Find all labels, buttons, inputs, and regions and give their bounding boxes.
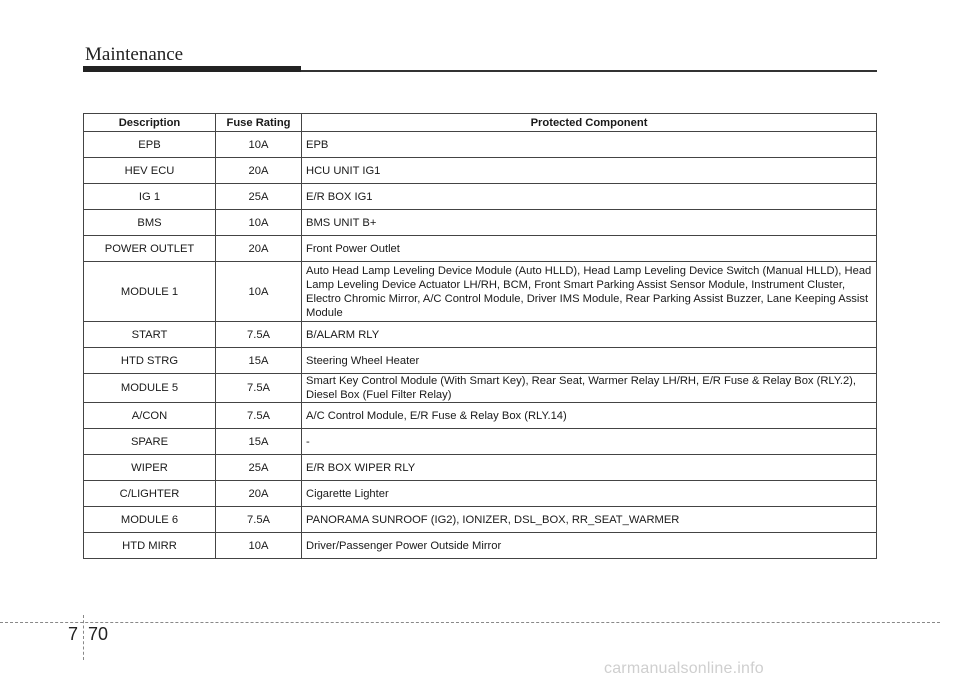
cell-fuse-rating: 7.5A [216,374,302,403]
cell-fuse-rating: 10A [216,262,302,322]
table-row [84,481,877,507]
footer-vertical-dashed-rule [83,615,84,660]
cell-protected-component: Smart Key Control Module (With Smart Key), Rear Seat, Warmer Relay LH/RH, E/R Fuse & Relay Box (RLY.2), Diesel Box (Fuel Filter Relay) [302,374,877,403]
cell-fuse-rating: 20A [216,481,302,507]
cell-protected-component: HCU UNIT IG1 [302,158,877,184]
column-header-fuse-rating: Fuse Rating [216,114,302,132]
watermark: carmanualsonline.info [604,660,764,677]
table-row [84,403,877,429]
cell-description: MODULE 1 [84,262,216,322]
table-row [84,507,877,533]
column-header-protected-component: Protected Component [302,114,877,132]
table-row [84,429,877,455]
cell-fuse-rating: 10A [216,132,302,158]
table-row [84,533,877,559]
cell-description: HEV ECU [84,158,216,184]
cell-protected-component: E/R BOX IG1 [302,184,877,210]
cell-description: A/CON [84,403,216,429]
cell-fuse-rating: 25A [216,184,302,210]
table-row [84,236,877,262]
cell-fuse-rating: 10A [216,533,302,559]
cell-fuse-rating: 20A [216,158,302,184]
cell-protected-component: Cigarette Lighter [302,481,877,507]
cell-description: EPB [84,132,216,158]
cell-fuse-rating: 20A [216,236,302,262]
cell-description: SPARE [84,429,216,455]
cell-fuse-rating: 7.5A [216,322,302,348]
cell-protected-component: Driver/Passenger Power Outside Mirror [302,533,877,559]
cell-description: POWER OUTLET [84,236,216,262]
cell-protected-component: Steering Wheel Heater [302,348,877,374]
cell-protected-component: EPB [302,132,877,158]
cell-fuse-rating: 25A [216,455,302,481]
table-row [84,132,877,158]
fuse-table [83,113,877,559]
cell-fuse-rating: 15A [216,429,302,455]
table-header-row [84,114,877,132]
table-row [84,348,877,374]
cell-description: C/LIGHTER [84,481,216,507]
cell-fuse-rating: 10A [216,210,302,236]
header-rule-thin [301,70,877,72]
table-row [84,322,877,348]
cell-description: BMS [84,210,216,236]
cell-description: MODULE 5 [84,374,216,403]
cell-description: HTD MIRR [84,533,216,559]
cell-description: IG 1 [84,184,216,210]
cell-protected-component: B/ALARM RLY [302,322,877,348]
column-header-description: Description [84,114,216,132]
cell-protected-component: - [302,429,877,455]
cell-protected-component: A/C Control Module, E/R Fuse & Relay Box (RLY.14) [302,403,877,429]
cell-protected-component: Front Power Outlet [302,236,877,262]
page-number: 70 [88,624,109,644]
table-row [84,184,877,210]
cell-description: HTD STRG [84,348,216,374]
cell-protected-component: E/R BOX WIPER RLY [302,455,877,481]
page-section-title: Maintenance [85,44,184,65]
cell-fuse-rating: 15A [216,348,302,374]
footer-dashed-rule [0,622,940,623]
cell-protected-component: Auto Head Lamp Leveling Device Module (Auto HLLD), Head Lamp Leveling Device Switch (Manual HLLD), Head Lamp Leveling Device Actuator LH/RH, BCM, Front Smart Parking Assist Sensor Module, Instrument Cluster, Electro Chromic Mirror, A/C Control Module, Driver IMS Module, Rear Parking Assist Buzzer, Lane Keeping Assist Module [302,262,877,322]
table-row [84,210,877,236]
cell-fuse-rating: 7.5A [216,507,302,533]
chapter-number: 7 [68,624,79,644]
table-row [84,455,877,481]
table-row [84,158,877,184]
cell-fuse-rating: 7.5A [216,403,302,429]
header-rule-thick [83,66,301,72]
cell-description: START [84,322,216,348]
cell-description: MODULE 6 [84,507,216,533]
cell-protected-component: PANORAMA SUNROOF (IG2), IONIZER, DSL_BOX, RR_SEAT_WARMER [302,507,877,533]
table-row [84,262,877,322]
cell-description: WIPER [84,455,216,481]
cell-protected-component: BMS UNIT B+ [302,210,877,236]
table-row [84,374,877,403]
